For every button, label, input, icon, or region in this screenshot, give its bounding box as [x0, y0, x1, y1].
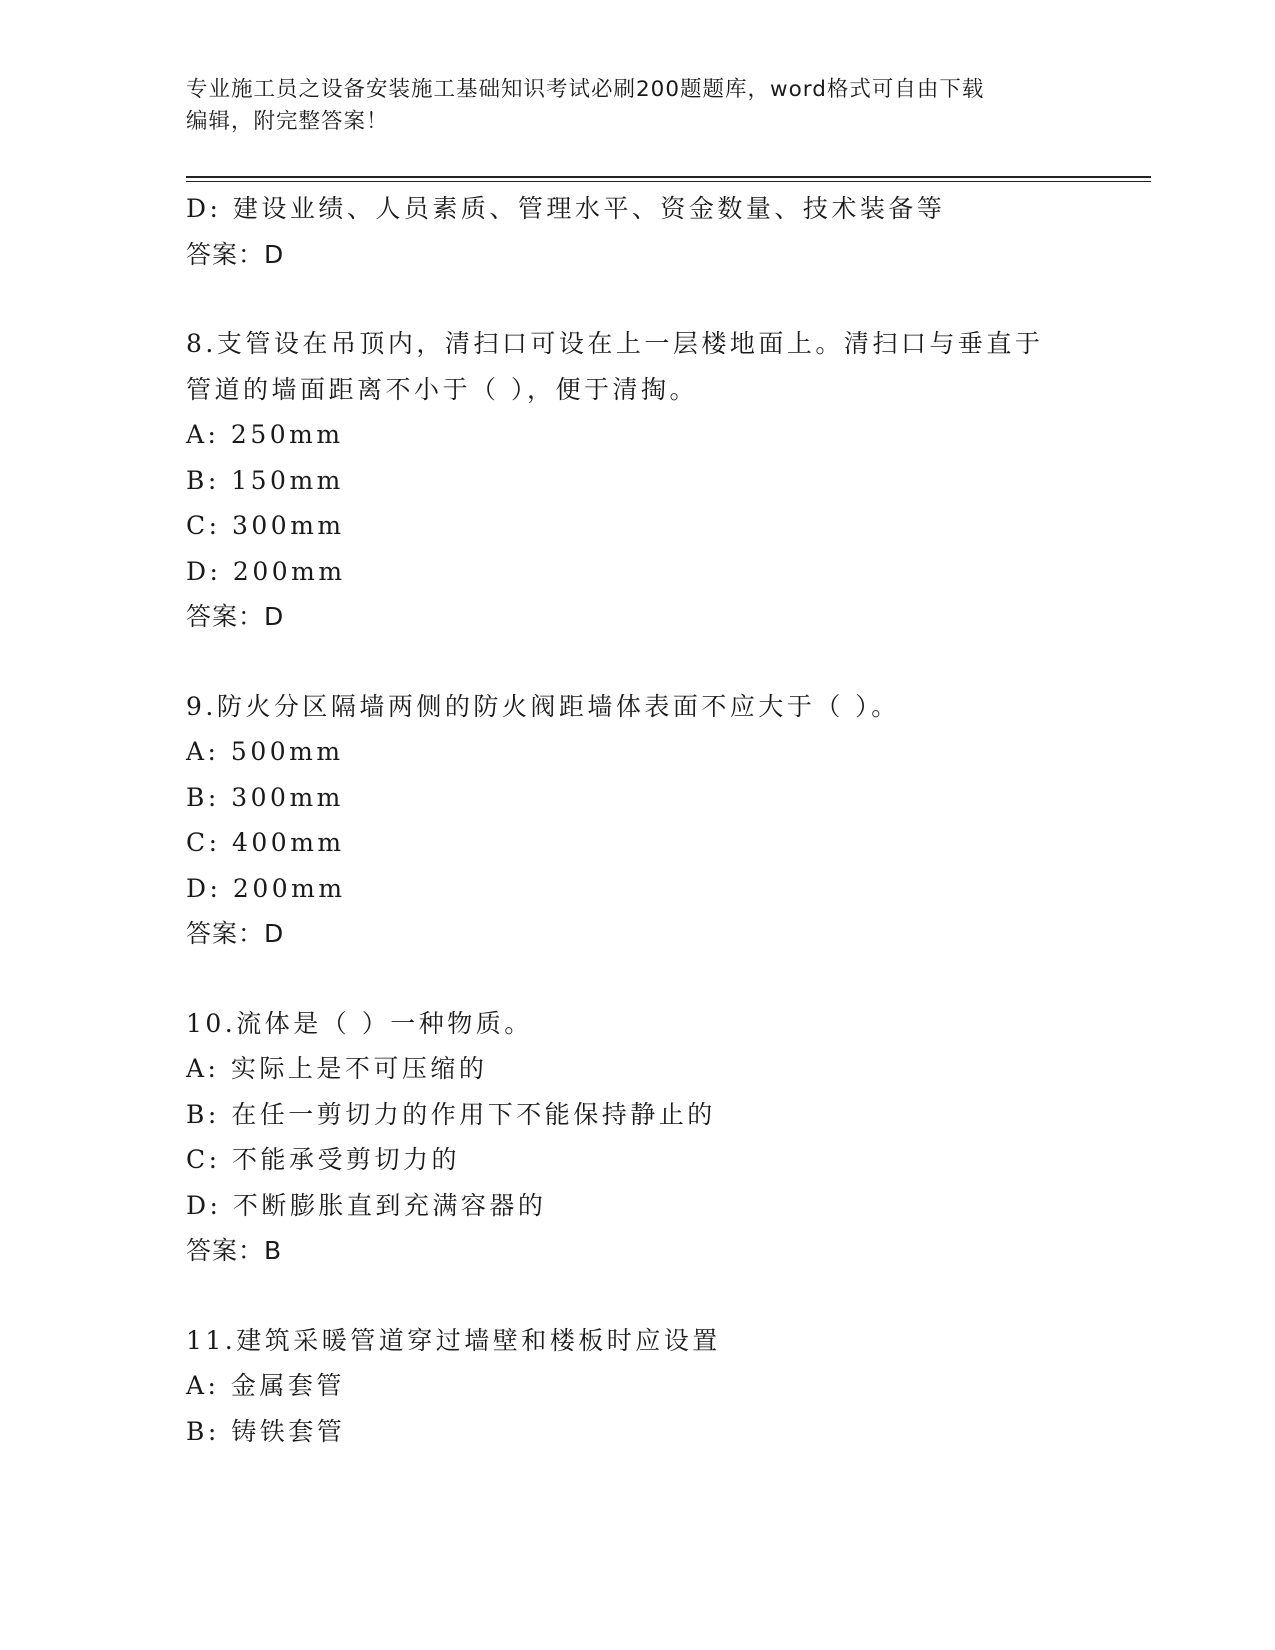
header-divider-thick — [186, 176, 1151, 178]
question-8 — [186, 321, 1146, 640]
question-8-option-c: C: 300mm — [186, 511, 345, 540]
question-9-option-b: B: 300mm — [186, 782, 344, 812]
question-10-stem: 10.流体是（ ）一种物质。 — [186, 1008, 533, 1038]
question-list — [186, 186, 1146, 1454]
spacer — [186, 277, 1146, 321]
question-8-stem-line-1: 8.支管设在吊顶内，清扫口可设在上一层楼地面上。清扫口与垂直于 — [186, 329, 1044, 358]
question-11-option-b: B: 铸铁套管 — [186, 1416, 346, 1446]
header-divider-thin — [186, 181, 1151, 182]
question-10-option-d: D: 不断膨胀直到充满容器的 — [186, 1190, 547, 1220]
question-7-answer: 答案：D — [186, 239, 285, 269]
question-10-option-a: A: 实际上是不可压缩的 — [186, 1054, 488, 1083]
question-7-option-d: D: 建设业绩、人员素质、管理水平、资金数量、技术装备等 — [186, 194, 946, 223]
question-10-answer: 答案：B — [186, 1236, 283, 1265]
question-9-stem: 9.防火分区隔墙两侧的防火阀距墙体表面不应大于（ ）。 — [186, 691, 900, 721]
question-8-option-b: B: 150mm — [186, 465, 344, 495]
question-9-answer: 答案：D — [186, 919, 285, 948]
question-9-option-c: C: 400mm — [186, 828, 345, 857]
question-11-option-a: A: 金属套管 — [186, 1371, 345, 1400]
header-line-1: 专业施工员之设备安装施工基础知识考试必刷200题题库，word格式可自由下载 — [186, 77, 985, 102]
question-8-answer: 答案：D — [186, 602, 285, 631]
question-8-stem-line-2: 管道的墙面距离不小于（ ），便于清掏。 — [186, 374, 698, 404]
question-10-option-b: B: 在任一剪切力的作用下不能保持静止的 — [186, 1099, 716, 1129]
spacer — [186, 1274, 1146, 1318]
question-8-option-d: D: 200mm — [186, 556, 346, 586]
question-9-option-d: D: 200mm — [186, 873, 346, 903]
question-10 — [186, 1001, 1146, 1274]
question-8-option-a: A: 250mm — [186, 420, 344, 449]
header-line-2: 编辑，附完整答案！ — [186, 109, 389, 134]
document-header — [186, 74, 1086, 138]
question-11-stem: 11.建筑采暖管道穿过墙壁和楼板时应设置 — [186, 1325, 721, 1355]
question-9 — [186, 684, 1146, 957]
spacer — [186, 957, 1146, 1001]
question-9-option-a: A: 500mm — [186, 737, 344, 766]
question-10-option-c: C: 不能承受剪切力的 — [186, 1145, 460, 1174]
question-11 — [186, 1318, 1146, 1455]
spacer — [186, 640, 1146, 684]
